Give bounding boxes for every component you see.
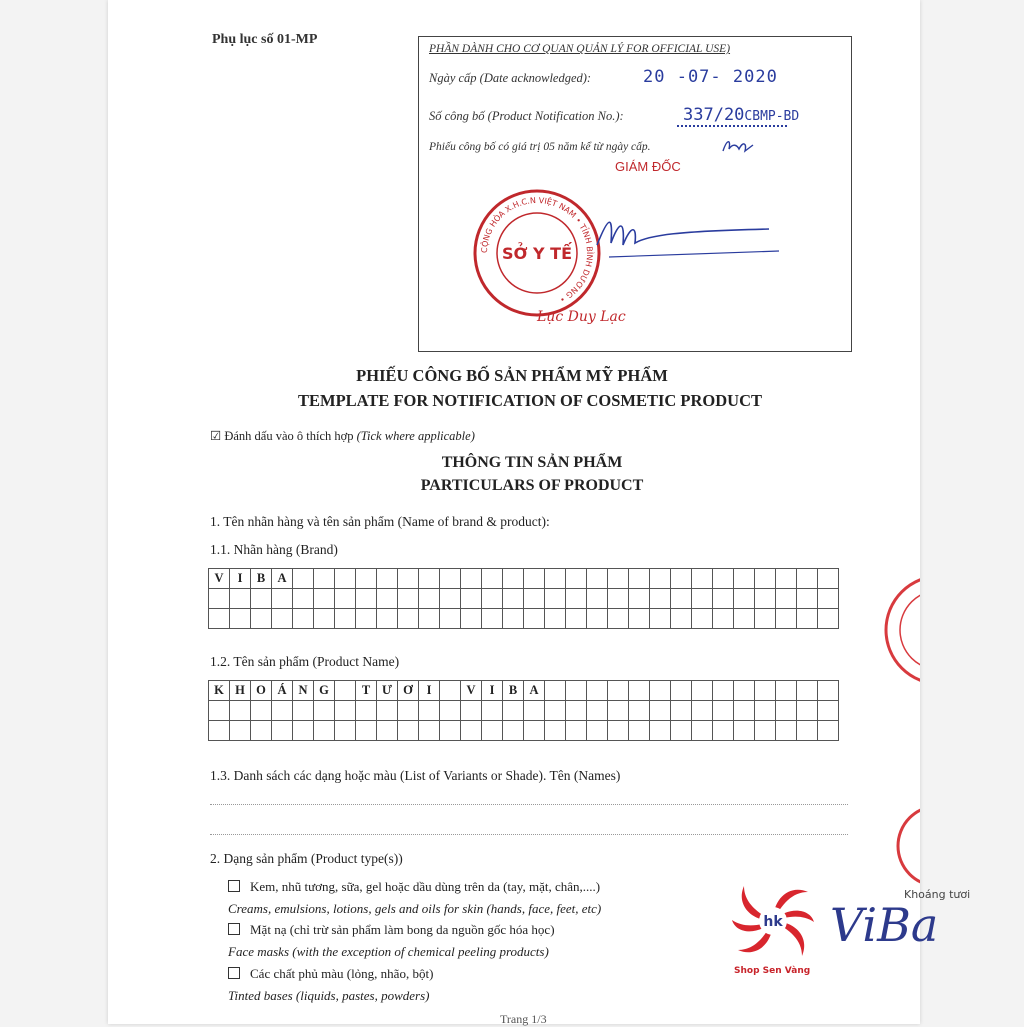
- product-grid-cell: [713, 701, 734, 721]
- product-grid-cell: [629, 681, 650, 701]
- brand-grid-cell: [608, 609, 629, 629]
- brand-grid-cell: [461, 589, 482, 609]
- product-grid-cell: [335, 681, 356, 701]
- brand-grid-cell: [503, 609, 524, 629]
- brand-grid-cell: [335, 609, 356, 629]
- product-grid-cell: G: [314, 681, 335, 701]
- brand-grid-cell: [209, 589, 230, 609]
- product-grid-cell: [314, 701, 335, 721]
- product-grid-cell: [524, 701, 545, 721]
- initials-signature: [719, 133, 759, 161]
- product-grid-cell: [650, 701, 671, 721]
- brand-grid-cell: [629, 609, 650, 629]
- product-grid-cell: [272, 721, 293, 741]
- product-grid-cell: [566, 721, 587, 741]
- tick-note: [210, 428, 475, 444]
- brand-grid-cell: [503, 589, 524, 609]
- product-grid-cell: [440, 721, 461, 741]
- brand-grid-cell: [755, 589, 776, 609]
- annex-label: Phụ lục số 01-MP: [212, 32, 318, 47]
- margin-stamp-top: [880, 570, 920, 690]
- product-grid-cell: [482, 701, 503, 721]
- product-grid-cell: [608, 721, 629, 741]
- margin-stamp-bottom: [888, 806, 920, 886]
- product-grid-cell: [461, 701, 482, 721]
- brand-grid-cell: [524, 589, 545, 609]
- product-grid-cell: B: [503, 681, 524, 701]
- product-grid-cell: K: [209, 681, 230, 701]
- brand-grid-cell: [272, 609, 293, 629]
- brand-grid-cell: [251, 589, 272, 609]
- brand-grid-cell: [650, 609, 671, 629]
- director-title: GIÁM ĐỐC: [615, 159, 681, 174]
- product-grid-row: [209, 721, 839, 741]
- brand-grid-cell: [755, 569, 776, 589]
- brand-grid-cell: [713, 609, 734, 629]
- director-signature: [589, 205, 789, 275]
- section-title-en: PARTICULARS OF PRODUCT: [420, 477, 644, 494]
- product-grid-cell: [734, 681, 755, 701]
- brand-grid-cell: [797, 609, 818, 629]
- brand-grid-cell: A: [272, 569, 293, 589]
- option-1-en: Creams, emulsions, lotions, gels and oils for skin (hands, face, feet, etc): [228, 901, 602, 916]
- brand-grid-row: [209, 569, 839, 589]
- product-grid-cell: [608, 701, 629, 721]
- brand-grid-cell: B: [251, 569, 272, 589]
- product-grid-cell: [566, 701, 587, 721]
- product-grid-cell: [713, 721, 734, 741]
- product-grid-cell: [356, 701, 377, 721]
- swirl-logo-icon: [730, 878, 816, 964]
- product-grid-cell: I: [482, 681, 503, 701]
- product-grid-cell: [650, 681, 671, 701]
- brand-grid-cell: [398, 569, 419, 589]
- brand-grid-cell: [314, 589, 335, 609]
- option-2[interactable]: [228, 922, 555, 938]
- product-grid-cell: [692, 701, 713, 721]
- product-grid-cell: [398, 701, 419, 721]
- brand-grid-cell: [587, 589, 608, 609]
- brand-grid-cell: [419, 589, 440, 609]
- product-grid-cell: [482, 721, 503, 741]
- product-grid-cell: [587, 681, 608, 701]
- option-3-en: Tinted bases (liquids, pastes, powders): [228, 988, 430, 1003]
- product-grid-cell: [251, 721, 272, 741]
- product-grid-cell: [734, 721, 755, 741]
- product-grid-row: [209, 681, 839, 701]
- brand-grid-cell: [797, 589, 818, 609]
- product-grid-cell: [818, 721, 839, 741]
- product-grid-cell: [734, 701, 755, 721]
- brand-grid-cell: [251, 609, 272, 629]
- notification-suffix: CBMP-BD: [744, 109, 800, 124]
- form-title-en: TEMPLATE FOR NOTIFICATION OF COSMETIC PRODUCT: [297, 391, 762, 410]
- page-footer: Trang 1/3: [500, 1012, 547, 1026]
- product-grid-cell: [629, 701, 650, 721]
- product-grid-cell: [776, 721, 797, 741]
- brand-grid-cell: [587, 609, 608, 629]
- brand-grid-cell: [692, 589, 713, 609]
- shop-name: Shop Sen Vàng: [734, 966, 811, 976]
- brand-grid-cell: [650, 589, 671, 609]
- date-value: 20 -07- 2020: [643, 67, 778, 87]
- brand-grid-cell: [314, 569, 335, 589]
- brand-grid-cell: [755, 609, 776, 629]
- brand-grid-cell: [587, 569, 608, 589]
- brand-grid-cell: [356, 589, 377, 609]
- section-title-vn: THÔNG TIN SẢN PHẨM: [441, 454, 623, 471]
- brand-grid-cell: [608, 569, 629, 589]
- brand-grid-cell: [209, 609, 230, 629]
- checkbox-3[interactable]: [228, 967, 240, 979]
- brand-grid-cell: [377, 569, 398, 589]
- product-grid-cell: [587, 701, 608, 721]
- brand-grid-cell: [398, 589, 419, 609]
- brand-grid-cell: [356, 609, 377, 629]
- brand-grid-cell: [461, 569, 482, 589]
- brand-grid-cell: [398, 609, 419, 629]
- option-3-vn: Các chất phủ màu (lỏng, nhão, bột): [250, 966, 434, 981]
- option-2-en: Face masks (with the exception of chemical peeling products): [228, 944, 549, 959]
- brand-grid-row: [209, 609, 839, 629]
- product-grid-cell: T: [356, 681, 377, 701]
- product-grid-cell: [692, 681, 713, 701]
- brand-grid-cell: [482, 569, 503, 589]
- brand-grid-cell: [230, 609, 251, 629]
- product-grid-cell: [797, 721, 818, 741]
- official-seal-stamp: [471, 187, 603, 319]
- brand-grid-cell: [566, 609, 587, 629]
- product-grid-cell: [797, 701, 818, 721]
- product-grid-cell: [314, 721, 335, 741]
- product-grid-cell: Ư: [377, 681, 398, 701]
- brand-grid-cell: [671, 569, 692, 589]
- option-1-vn: Kem, nhũ tương, sữa, gel hoặc dầu dùng trên da (tay, mặt, chân,....): [250, 879, 601, 894]
- brand-grid-cell: V: [209, 569, 230, 589]
- viba-tagline: Khoáng tươi: [904, 888, 971, 901]
- brand-grid-cell: [734, 609, 755, 629]
- product-grid-cell: H: [230, 681, 251, 701]
- product-grid-cell: [755, 701, 776, 721]
- variants-line-2: [210, 834, 848, 835]
- brand-grid-cell: [503, 569, 524, 589]
- product-grid-cell: [755, 681, 776, 701]
- brand-grid-cell: [566, 589, 587, 609]
- badge-text: hk: [763, 914, 783, 930]
- product-grid-cell: [503, 721, 524, 741]
- brand-grid-cell: [440, 589, 461, 609]
- brand-grid-cell: [818, 609, 839, 629]
- product-grid-cell: [440, 701, 461, 721]
- brand-grid-cell: [545, 569, 566, 589]
- stamp-center-text: SỞ Y TẾ: [501, 244, 573, 263]
- brand-grid-cell: [293, 569, 314, 589]
- product-grid-cell: [209, 701, 230, 721]
- product-grid-cell: [671, 681, 692, 701]
- tick-note-vn: ☑ Đánh dấu vào ô thích hợp: [210, 429, 354, 443]
- brand-grid-cell: [482, 589, 503, 609]
- product-grid-cell: [272, 701, 293, 721]
- question-1: 1. Tên nhãn hàng và tên sản phẩm (Name of brand & product):: [210, 514, 550, 529]
- validity-note: Phiếu công bố có giá trị 05 năm kể từ ngày cấp.: [429, 141, 651, 153]
- product-grid-cell: [230, 701, 251, 721]
- checkbox-2[interactable]: [228, 923, 240, 935]
- product-grid-cell: [503, 701, 524, 721]
- product-grid-cell: [566, 681, 587, 701]
- brand-grid-cell: [629, 589, 650, 609]
- product-grid-cell: O: [251, 681, 272, 701]
- notification-number: [683, 105, 799, 125]
- brand-grid-row: [209, 589, 839, 609]
- stamp-ring-text: CỘNG HÒA X.H.C.N VIỆT NAM • TỈNH BÌNH DƯƠNG •: [479, 195, 595, 305]
- brand-grid-cell: [545, 589, 566, 609]
- brand-grid-cell: [776, 569, 797, 589]
- brand-grid-cell: [335, 569, 356, 589]
- brand-grid-cell: [272, 589, 293, 609]
- date-label: Ngày cấp (Date acknowledged):: [429, 71, 592, 85]
- product-grid-cell: [419, 721, 440, 741]
- product-grid-cell: [335, 721, 356, 741]
- product-grid-cell: [818, 681, 839, 701]
- brand-grid-cell: [545, 609, 566, 629]
- question-2: 2. Dạng sản phẩm (Product type(s)): [210, 851, 403, 866]
- brand-grid-cell: [335, 589, 356, 609]
- product-grid-cell: [230, 721, 251, 741]
- brand-grid-cell: [440, 569, 461, 589]
- notification-label: Số công bố (Product Notification No.):: [429, 109, 624, 123]
- form-title-vn: PHIẾU CÔNG BỐ SẢN PHẨM MỸ PHẨM: [356, 366, 668, 385]
- product-grid-cell: [293, 721, 314, 741]
- brand-grid-cell: [776, 589, 797, 609]
- brand-grid-cell: [377, 589, 398, 609]
- question-1-3: 1.3. Danh sách các dạng hoặc màu (List of Variants or Shade). Tên (Names): [210, 768, 621, 783]
- tick-note-en: (Tick where applicable): [356, 429, 475, 443]
- product-grid-cell: [713, 681, 734, 701]
- brand-grid-cell: [671, 589, 692, 609]
- brand-grid-cell: [293, 589, 314, 609]
- option-3[interactable]: [228, 966, 433, 982]
- question-1-2: 1.2. Tên sản phẩm (Product Name): [210, 654, 400, 669]
- brand-grid-cell: [671, 609, 692, 629]
- product-grid-cell: [671, 701, 692, 721]
- brand-grid-cell: [692, 609, 713, 629]
- product-grid-cell: [608, 681, 629, 701]
- product-grid-cell: [650, 721, 671, 741]
- product-grid-cell: [398, 721, 419, 741]
- product-grid-cell: [461, 721, 482, 741]
- signer-name: Lục Duy Lạc: [537, 309, 626, 325]
- brand-grid-cell: [440, 609, 461, 629]
- product-grid-cell: N: [293, 681, 314, 701]
- brand-grid-cell: [608, 589, 629, 609]
- product-grid-cell: [356, 721, 377, 741]
- brand-grid-cell: [776, 609, 797, 629]
- brand-grid-cell: [419, 569, 440, 589]
- product-grid-cell: [419, 701, 440, 721]
- product-grid-cell: [545, 681, 566, 701]
- brand-grid-cell: [482, 609, 503, 629]
- brand-grid-cell: [314, 609, 335, 629]
- viba-brand: ViBa: [830, 898, 939, 952]
- product-grid: [208, 680, 839, 741]
- brand-grid-cell: [419, 609, 440, 629]
- product-grid-cell: [545, 721, 566, 741]
- brand-grid-cell: [230, 589, 251, 609]
- brand-grid-cell: [734, 589, 755, 609]
- product-grid-cell: [587, 721, 608, 741]
- checkbox-1[interactable]: [228, 880, 240, 892]
- brand-grid-cell: [629, 569, 650, 589]
- product-grid-cell: V: [461, 681, 482, 701]
- product-grid-cell: [629, 721, 650, 741]
- brand-grid: [208, 568, 839, 629]
- product-grid-cell: [776, 681, 797, 701]
- product-grid-cell: [335, 701, 356, 721]
- product-grid-cell: [797, 681, 818, 701]
- product-grid-cell: [671, 721, 692, 741]
- brand-grid-cell: [524, 609, 545, 629]
- brand-grid-cell: [713, 569, 734, 589]
- brand-grid-cell: [650, 569, 671, 589]
- brand-grid-cell: [713, 589, 734, 609]
- product-grid-cell: [818, 701, 839, 721]
- option-2-vn: Mặt nạ (chỉ trừ sản phẩm làm bong da nguồn gốc hóa học): [250, 922, 555, 937]
- product-grid-cell: A: [524, 681, 545, 701]
- official-box-title: PHẦN DÀNH CHO CƠ QUAN QUẢN LÝ FOR OFFICIAL USE): [429, 43, 731, 55]
- notification-number-value: 337/20: [683, 105, 745, 125]
- brand-grid-cell: [524, 569, 545, 589]
- notification-dots: [677, 125, 787, 127]
- product-grid-cell: [209, 721, 230, 741]
- official-use-box: [418, 36, 852, 352]
- product-grid-cell: [545, 701, 566, 721]
- product-grid-cell: Á: [272, 681, 293, 701]
- brand-grid-cell: [293, 609, 314, 629]
- product-grid-cell: [377, 701, 398, 721]
- product-grid-cell: [776, 701, 797, 721]
- brand-grid-cell: [566, 569, 587, 589]
- product-grid-row: [209, 701, 839, 721]
- option-1[interactable]: [228, 879, 600, 895]
- brand-grid-cell: [818, 569, 839, 589]
- product-grid-cell: [692, 721, 713, 741]
- product-grid-cell: [293, 701, 314, 721]
- product-grid-cell: [251, 701, 272, 721]
- brand-grid-cell: [377, 609, 398, 629]
- brand-grid-cell: [818, 589, 839, 609]
- product-grid-cell: I: [419, 681, 440, 701]
- viba-logo: [728, 876, 1008, 986]
- product-grid-cell: Ơ: [398, 681, 419, 701]
- brand-grid-cell: [797, 569, 818, 589]
- brand-grid-cell: [356, 569, 377, 589]
- product-grid-cell: [377, 721, 398, 741]
- brand-grid-cell: [461, 609, 482, 629]
- brand-grid-cell: [734, 569, 755, 589]
- product-grid-cell: [524, 721, 545, 741]
- question-1-1: 1.1. Nhãn hàng (Brand): [210, 542, 338, 557]
- product-grid-cell: [755, 721, 776, 741]
- variants-line-1: [210, 804, 848, 805]
- brand-grid-cell: [692, 569, 713, 589]
- product-grid-cell: [440, 681, 461, 701]
- brand-grid-cell: I: [230, 569, 251, 589]
